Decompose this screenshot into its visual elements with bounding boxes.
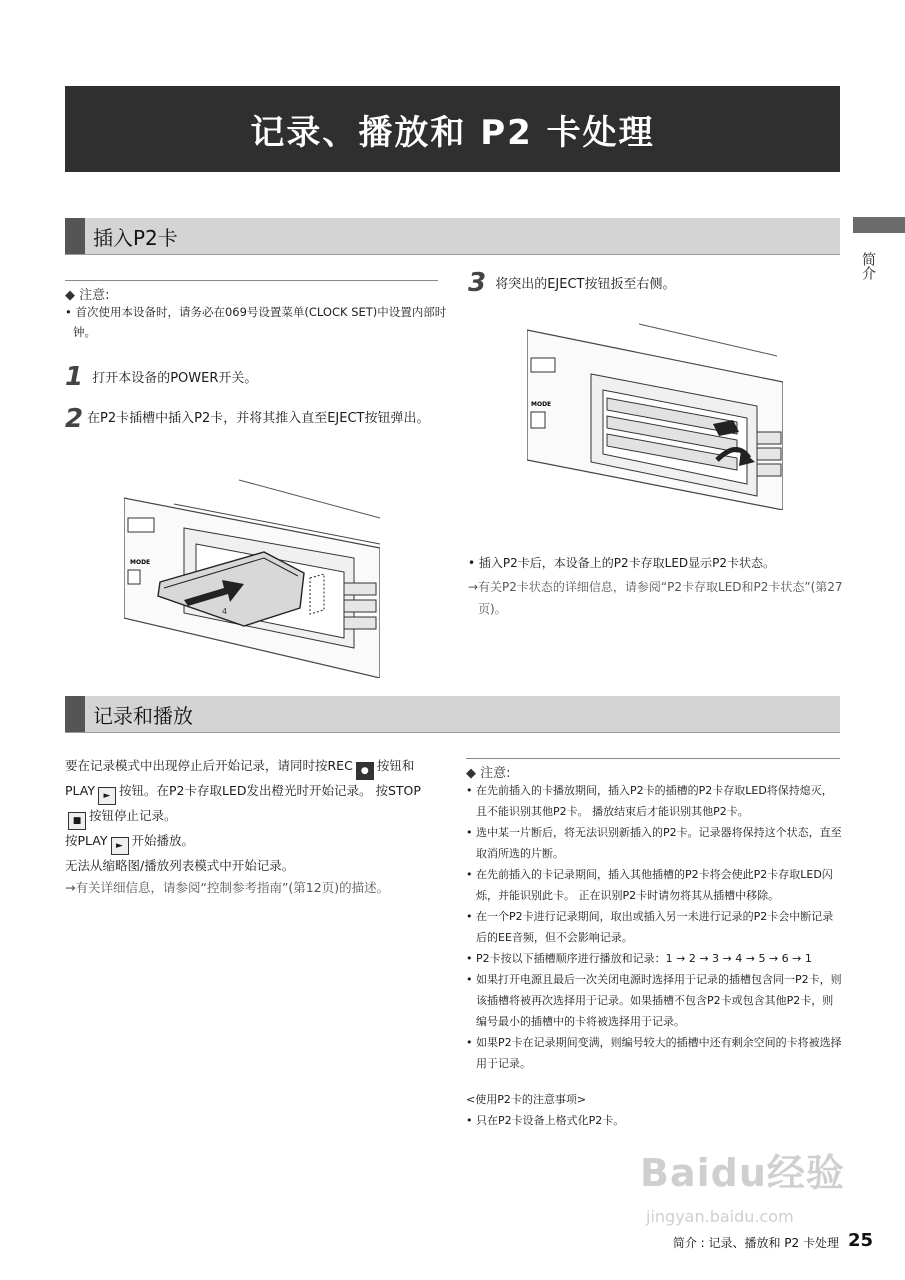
play-paragraph: 按PLAY ► 开始播放。 [65, 830, 443, 855]
note-divider [466, 758, 840, 759]
card-insert-figure [124, 478, 380, 678]
step-2: 2 在P2卡插槽中插入P2卡，并将其推入直至EJECT按钮弹出。 [65, 404, 430, 434]
section-title: 记录和播放 [93, 703, 193, 728]
list-item: • 如果P2卡在记录期间变满，则编号较大的插槽中还有剩余空间的卡将被选择用于记录。 [466, 1032, 842, 1074]
usage-heading: <使用P2卡的注意事项> [466, 1093, 587, 1106]
rec-key-icon: ● [356, 762, 374, 780]
list-item: • 只在P2卡设备上格式化P2卡。 [466, 1110, 842, 1131]
eject-lever-figure [527, 320, 783, 510]
side-tab-label: 简介 [860, 252, 876, 280]
control-guide-reference: →有关详细信息，请参阅“控制参考指南”(第12页)的描述。 [65, 880, 390, 895]
note-heading: ◆ 注意: [466, 766, 511, 781]
list-item: • 如果打开电源且最后一次关闭电源时选择用于记录的插槽包含同一P2卡，则该插槽将被再次选择用于记录。如果插槽不包含P2卡或包含其他P2卡，则编号最小的插槽中的卡将被选择用于记录。 [466, 969, 842, 1032]
heading-bar [65, 218, 85, 254]
list-item: • 在先前插入的卡播放期间，插入P2卡的插槽的P2卡存取LED将保持熄灭，且不能识别其他P2卡。 播放结束后才能识别其他P2卡。 [466, 780, 842, 822]
led-status-bullet: • 插入P2卡后，本设备上的P2卡存取LED显示P2卡状态。 [468, 556, 776, 570]
section-heading-insert [65, 218, 840, 255]
page-number: 25 [848, 1230, 874, 1251]
side-tab-marker [853, 217, 905, 233]
note-text: • 首次使用本设备时，请务必在069号设置菜单(CLOCK SET)中设置内部时钟。 [65, 305, 447, 339]
diamond-icon: ◆ [65, 288, 75, 303]
usage-list [466, 1110, 842, 1131]
mode-label: MODE [531, 401, 552, 408]
page-title: 记录、播放和 P2 卡处理 [65, 86, 840, 172]
mode-label: MODE [130, 559, 151, 566]
record-notes-list [466, 780, 842, 1074]
note-divider [65, 280, 438, 281]
play-key-icon: ► [98, 787, 116, 805]
record-paragraph: 要在记录模式中出现停止后开始记录，请同时按REC ● 按钮和PLAY ► 按钮。在P2卡存取LED发出橙光时开始记录。 按STOP■ 按钮停止记录。 [65, 755, 443, 830]
section-heading-record [65, 696, 840, 733]
diamond-icon: ◆ [466, 766, 476, 781]
footer-breadcrumb: 简介 : 记录、播放和 P2 卡处理 [672, 1236, 839, 1250]
watermark-url: jingyan.baidu.com [646, 1207, 794, 1226]
watermark-logo: Baidu经验 [640, 1151, 845, 1195]
step-1: 1 打开本设备的POWER开关。 [65, 362, 258, 392]
stop-key-icon: ■ [68, 812, 86, 830]
list-item: • 在先前插入的卡记录期间，插入其他插槽的P2卡将会使此P2卡存取LED闪烁，并能识别此卡。 正在识别P2卡时请勿将其从插槽中移除。 [466, 864, 842, 906]
play-key-icon: ► [111, 837, 129, 855]
heading-bar [65, 696, 85, 732]
thumbnail-note: 无法从缩略图/播放列表模式中开始记录。 [65, 858, 295, 873]
led-status-reference: →有关P2卡状态的详细信息，请参阅“P2卡存取LED和P2卡状态”(第27页)。 [468, 580, 843, 616]
list-item: • P2卡按以下插槽顺序进行播放和记录：1 → 2 → 3 → 4 → 5 → 6 → 1 [466, 948, 842, 969]
list-item: • 选中某一片断后，将无法识别新插入的P2卡。记录器将保持这个状态，直至取消所选的片断。 [466, 822, 842, 864]
svg-text:4: 4 [222, 607, 228, 616]
section-title: 插入P2卡 [93, 225, 178, 250]
list-item: • 在一个P2卡进行记录期间，取出或插入另一未进行记录的P2卡会中断记录后的EE音频，但不会影响记录。 [466, 906, 842, 948]
record-instructions [65, 755, 443, 899]
step-3: 3 将突出的EJECT按钮扳至右侧。 [468, 268, 676, 298]
note-heading: ◆ 注意: [65, 288, 110, 303]
baidu-watermark [640, 1142, 860, 1242]
